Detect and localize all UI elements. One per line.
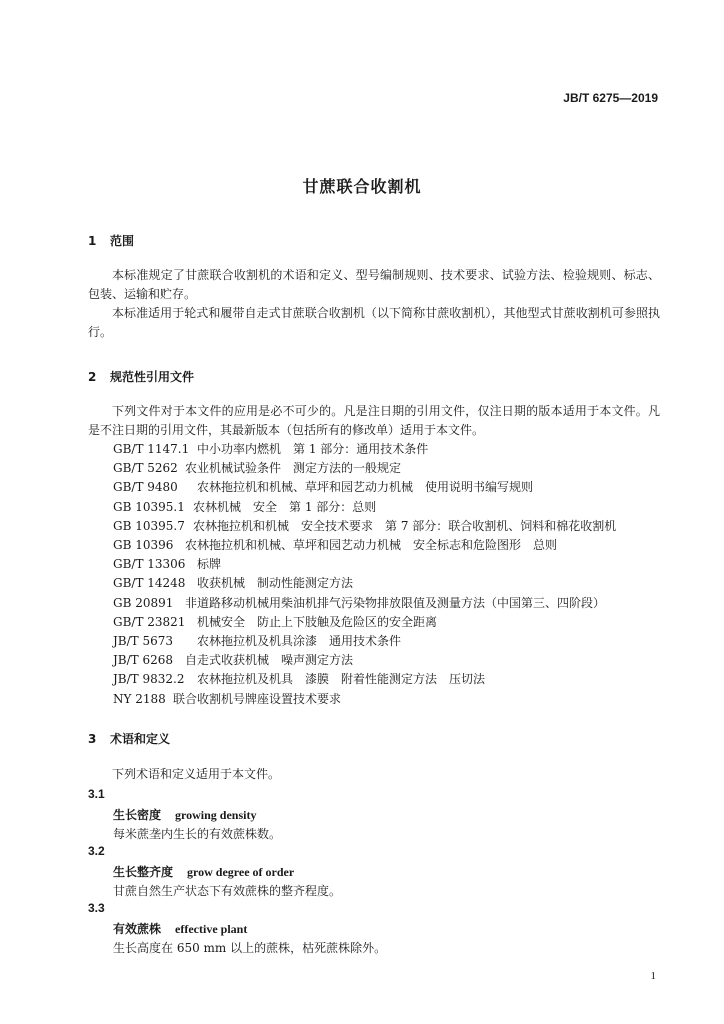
term-heading — [113, 806, 256, 823]
section-1-heading — [88, 232, 134, 249]
reference-list — [113, 440, 616, 709]
reference-item — [113, 613, 616, 632]
reference-item — [113, 670, 616, 689]
reference-title: 自走式收获机械 噪声测定方法 — [185, 653, 354, 668]
reference-code: JB/T 6268 — [113, 653, 174, 668]
reference-title: 农林拖拉机和机械、草坪和园艺动力机械 使用说明书编写规则 — [197, 480, 534, 495]
reference-title: 农林拖拉机和机械、草坪和园艺动力机械 安全标志和危险图形 总则 — [185, 538, 558, 553]
section-heading-text: 规范性引用文件 — [110, 370, 195, 384]
reference-item — [113, 498, 616, 517]
reference-title: 标牌 — [197, 557, 222, 572]
term-definition: 每米蔗垄内生长的有效蔗株数。 — [113, 827, 282, 841]
term-zh: 生长整齐度 — [113, 865, 174, 879]
section-3-heading — [88, 730, 170, 747]
reference-title: 农林拖拉机和机械 安全技术要求 第 7 部分：联合收割机、饲料和棉花收割机 — [193, 518, 617, 533]
reference-title: 中小功率内燃机 第 1 部分：通用技术条件 — [197, 442, 429, 456]
reference-title: 农业机械试验条件 测定方法的一般规定 — [185, 461, 402, 476]
reference-item — [113, 594, 616, 613]
reference-code: GB/T 5262 — [113, 461, 178, 476]
page-number: 1 — [650, 970, 656, 982]
reference-item — [113, 440, 616, 459]
section-2-intro: 下列文件对于本文件的应用是必不可少的。凡是注日期的引用文件，仅注日期的版本适用于本文件。凡是不注日期的引用文件，其最新版本（包括所有的修改单）适用于本文件。 — [88, 404, 660, 437]
reference-code: GB/T 14248 — [113, 576, 186, 591]
term-en: growing density — [175, 808, 257, 822]
reference-code: GB/T 9480 — [113, 480, 178, 495]
term-definition: 甘蔗自然生产状态下有效蔗株的整齐程度。 — [113, 884, 342, 898]
section-number: 3 — [88, 732, 97, 746]
reference-item — [113, 574, 616, 593]
reference-code: GB 10395.7 — [113, 518, 185, 533]
reference-item — [113, 459, 616, 478]
reference-code: GB 10396 — [113, 538, 174, 553]
reference-item — [113, 536, 616, 555]
reference-code: GB/T 23821 — [113, 614, 186, 629]
reference-code: JB/T 9832.2 — [113, 672, 185, 687]
section-number: 1 — [88, 234, 97, 248]
section-2-heading — [88, 368, 194, 385]
section-3-intro: 下列术语和定义适用于本文件。 — [112, 767, 281, 781]
reference-title: 农林机械 安全 第 1 部分：总则 — [193, 499, 377, 514]
term-number: 3.3 — [88, 901, 105, 915]
reference-title: 农林拖拉机及机具 漆膜 附着性能测定方法 压切法 — [197, 672, 486, 687]
reference-title: 农林拖拉机及机具涂漆 通用技术条件 — [197, 634, 402, 649]
reference-item — [113, 517, 616, 536]
term-zh: 有效蔗株 — [113, 922, 162, 936]
reference-title: 收获机械 制动性能测定方法 — [197, 576, 354, 591]
reference-item — [113, 690, 616, 709]
section-number: 2 — [88, 370, 97, 384]
reference-item — [113, 555, 616, 574]
term-zh: 生长密度 — [113, 808, 162, 822]
reference-item — [113, 632, 616, 651]
section-1-paragraph: 本标准适用于轮式和履带自走式甘蔗联合收割机（以下简称甘蔗收割机），其他型式甘蔗收割机可参照执行。 — [88, 306, 660, 339]
reference-code: NY 2188 — [113, 691, 166, 706]
section-1-paragraph: 本标准规定了甘蔗联合收割机的术语和定义、型号编制规则、技术要求、试验方法、检验规则、标志、包装、运输和贮存。 — [88, 268, 660, 301]
term-en: grow degree of order — [187, 865, 295, 879]
reference-code: JB/T 5673 — [113, 634, 174, 649]
reference-code: GB 20891 — [113, 595, 174, 610]
section-heading-text: 范围 — [110, 234, 135, 248]
reference-code: GB 10395.1 — [113, 499, 185, 514]
section-heading-text: 术语和定义 — [110, 732, 171, 746]
reference-title: 联合收割机号牌座设置技术要求 — [173, 691, 342, 706]
page-title: 甘蔗联合收割机 — [302, 177, 422, 196]
term-en: effective plant — [175, 922, 248, 936]
term-number: 3.2 — [88, 844, 105, 858]
term-heading — [113, 920, 247, 937]
reference-code: GB/T 1147.1 — [113, 442, 190, 456]
reference-item — [113, 478, 616, 497]
term-definition: 生长高度在 650 mm 以上的蔗株，枯死蔗株除外。 — [113, 941, 387, 955]
reference-title: 非道路移动机械用柴油机排气污染物排放限值及测量方法（中国第三、四阶段） — [185, 595, 606, 610]
reference-code: GB/T 13306 — [113, 557, 186, 572]
reference-title: 机械安全 防止上下肢触及危险区的安全距离 — [197, 614, 438, 629]
reference-item — [113, 651, 616, 670]
term-number: 3.1 — [88, 787, 105, 801]
document-code: JB/T 6275—2019 — [563, 91, 658, 105]
term-heading — [113, 863, 294, 880]
